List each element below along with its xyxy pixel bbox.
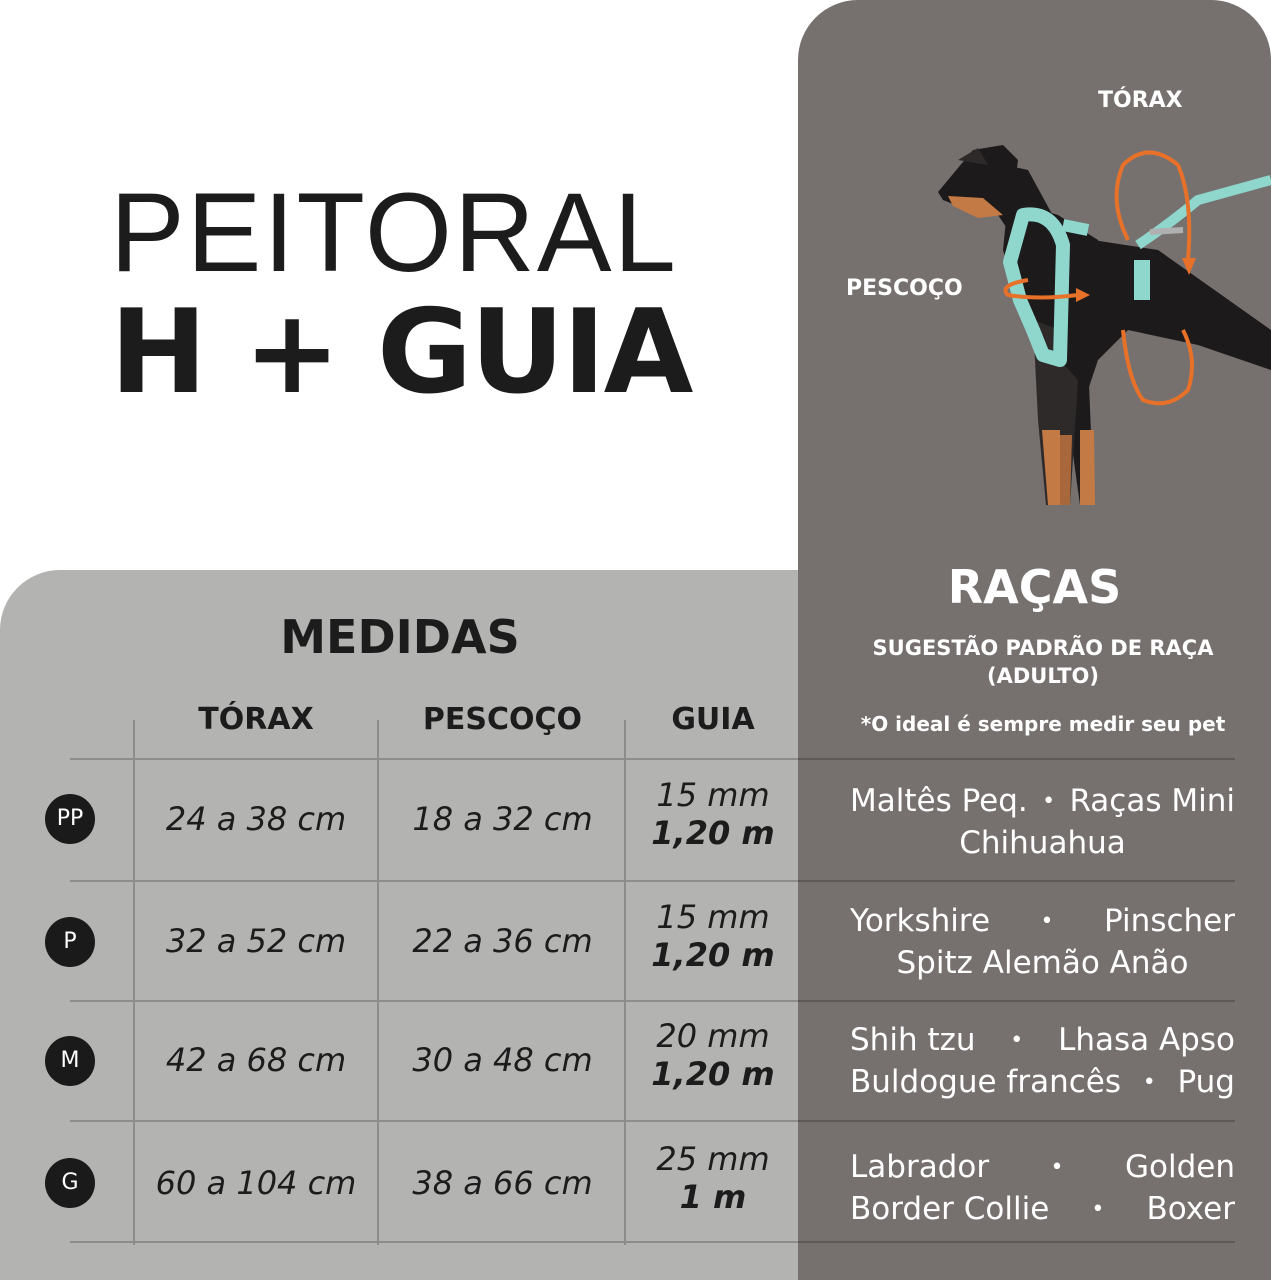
breed-line — [850, 942, 1235, 984]
pescoco-diagram-label: PESCOÇO — [846, 276, 963, 301]
bullet-separator: • — [1040, 908, 1054, 934]
size-badge: P — [45, 917, 95, 967]
breed-name: Pinscher — [1104, 903, 1235, 939]
racas-subtitle-line-2: (ADULTO) — [986, 664, 1099, 688]
row-divider — [70, 758, 1235, 760]
guia-value — [628, 1140, 798, 1216]
breed-list — [850, 1019, 1235, 1103]
pescoco-value: 30 a 48 cm — [412, 1041, 593, 1079]
torax-value: 24 a 38 cm — [165, 800, 347, 838]
racas-heading: RAÇAS — [947, 560, 1122, 614]
guia-value — [628, 776, 798, 852]
guia-value — [628, 1017, 798, 1093]
breed-line — [850, 1188, 1235, 1230]
guia-length: 1 m — [679, 1178, 747, 1216]
title-line-1: PEITORAL — [110, 170, 678, 295]
column-header-guia: GUIA — [671, 702, 755, 737]
bullet-separator: • — [1091, 1196, 1105, 1222]
pescoco-value: 22 a 36 cm — [412, 922, 593, 960]
racas-subtitle-line-1: SUGESTÃO PADRÃO DE RAÇA — [872, 636, 1214, 660]
breed-name: Buldogue francês — [850, 1064, 1121, 1100]
racas-note: *O ideal é sempre medir seu pet — [860, 712, 1226, 736]
breed-name: Shih tzu — [850, 1022, 976, 1058]
guia-length: 1,20 m — [651, 814, 775, 852]
guia-length: 1,20 m — [651, 936, 775, 974]
torax-value: 42 a 68 cm — [165, 1041, 347, 1079]
breed-name: Spitz Alemão Anão — [896, 945, 1189, 981]
size-badge: PP — [45, 794, 95, 844]
column-divider — [377, 720, 379, 1245]
breed-name: Yorkshire — [850, 903, 991, 939]
medidas-heading: MEDIDAS — [280, 610, 520, 664]
breed-name: Maltês Peq. — [850, 783, 1028, 819]
guia-width: 20 mm — [656, 1017, 770, 1055]
torax-value: 32 a 52 cm — [165, 922, 347, 960]
column-header-pescoco: PESCOÇO — [422, 702, 583, 737]
breed-line — [850, 1019, 1235, 1061]
row-divider — [70, 880, 1235, 882]
guia-width: 25 mm — [656, 1140, 770, 1178]
breed-line — [850, 822, 1235, 864]
pescoco-value: 38 a 66 cm — [412, 1164, 593, 1202]
breed-name: Lhasa Apso — [1058, 1022, 1235, 1058]
breed-list — [850, 780, 1235, 864]
row-divider — [70, 1120, 1235, 1122]
breed-name: Boxer — [1146, 1191, 1235, 1227]
bullet-separator: • — [1010, 1027, 1024, 1053]
column-header-torax: TÓRAX — [198, 702, 314, 737]
breed-list — [850, 1146, 1235, 1230]
size-badge: G — [45, 1158, 95, 1208]
guia-length: 1,20 m — [651, 1055, 775, 1093]
row-divider — [70, 1000, 1235, 1002]
breed-line — [850, 780, 1235, 822]
breed-line — [850, 900, 1235, 942]
row-divider — [70, 1241, 1235, 1243]
breed-line — [850, 1061, 1235, 1103]
breed-name: Pug — [1177, 1064, 1235, 1100]
racas-subtitle — [798, 634, 1271, 690]
title-line-2: H + GUIA — [110, 285, 692, 420]
guia-width: 15 mm — [656, 898, 770, 936]
bullet-separator: • — [1142, 1069, 1156, 1095]
guia-value — [628, 898, 798, 974]
guia-width: 15 mm — [656, 776, 770, 814]
breed-line — [850, 1146, 1235, 1188]
bullet-separator: • — [1050, 1154, 1064, 1180]
torax-diagram-label: TÓRAX — [1098, 88, 1183, 113]
bullet-separator: • — [1042, 788, 1056, 814]
breed-name: Golden — [1125, 1149, 1235, 1185]
pescoco-value: 18 a 32 cm — [412, 800, 593, 838]
size-badge: M — [45, 1036, 95, 1086]
breed-name: Labrador — [850, 1149, 990, 1185]
breed-name: Border Collie — [850, 1191, 1050, 1227]
breed-list — [850, 900, 1235, 984]
breed-name: Raças Mini — [1069, 783, 1235, 819]
torax-value: 60 a 104 cm — [155, 1164, 357, 1202]
breed-name: Chihuahua — [959, 825, 1126, 861]
